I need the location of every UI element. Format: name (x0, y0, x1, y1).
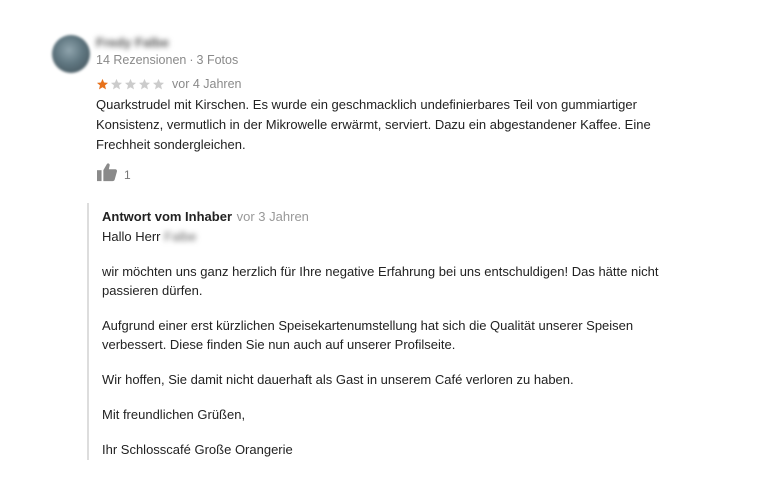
greeting-text: Hallo Herr (102, 229, 161, 244)
review-text: Quarkstrudel mit Kirschen. Es wurde ein geschmacklich undefinierbares Teil von gummiartiger Konsistenz, vermutlich in der Mikrowelle erwärmt, serviert. Dazu ein abgestandener Kaffee. Eine Frechheit sondergleichen. (96, 97, 651, 152)
star-empty-icon (110, 78, 123, 91)
reviewer-name[interactable]: Fredy Falbe (96, 35, 169, 50)
star-empty-icon (138, 78, 151, 91)
review-age: vor 4 Jahren (172, 77, 242, 91)
reply-paragraph: Wir hoffen, Sie damit nicht dauerhaft als Gast in unserem Café verloren zu haben. (102, 372, 574, 387)
reply-closing: Mit freundlichen Grüßen, (102, 407, 246, 422)
reply-greeting (102, 227, 682, 246)
reply-body (102, 227, 682, 459)
thumbs-up-icon[interactable] (96, 162, 118, 182)
reply-paragraph: Aufgrund einer erst kürzlichen Speisekartenumstellung hat sich die Qualität unserer Speisen verbessert. Diese finden Sie nun auch auf unserer Profilseite. (102, 318, 634, 352)
like-row (96, 160, 131, 182)
reviewer-meta (96, 53, 238, 67)
review-count: 14 Rezensionen (96, 53, 187, 67)
star-filled-icon (96, 78, 109, 91)
owner-reply (87, 203, 709, 460)
reply-signature: Ihr Schlosscafé Große Orangerie (102, 442, 293, 457)
star-rating (96, 78, 165, 91)
star-empty-icon (152, 78, 165, 91)
meta-separator: · (189, 53, 194, 67)
reply-header (102, 208, 309, 225)
star-empty-icon (124, 78, 137, 91)
reply-title: Antwort vom Inhaber (102, 209, 233, 224)
photo-count: 3 Fotos (196, 53, 239, 67)
reply-paragraph: wir möchten uns ganz herzlich für Ihre negative Erfahrung bei uns entschuldigen! Das hätte nicht passieren dürfen. (102, 264, 659, 298)
like-count: 1 (124, 168, 131, 182)
reply-age: vor 3 Jahren (236, 209, 309, 224)
rating-row (96, 76, 241, 92)
reviewer-avatar[interactable] (52, 35, 90, 73)
greeting-name: Falbe (164, 229, 197, 244)
